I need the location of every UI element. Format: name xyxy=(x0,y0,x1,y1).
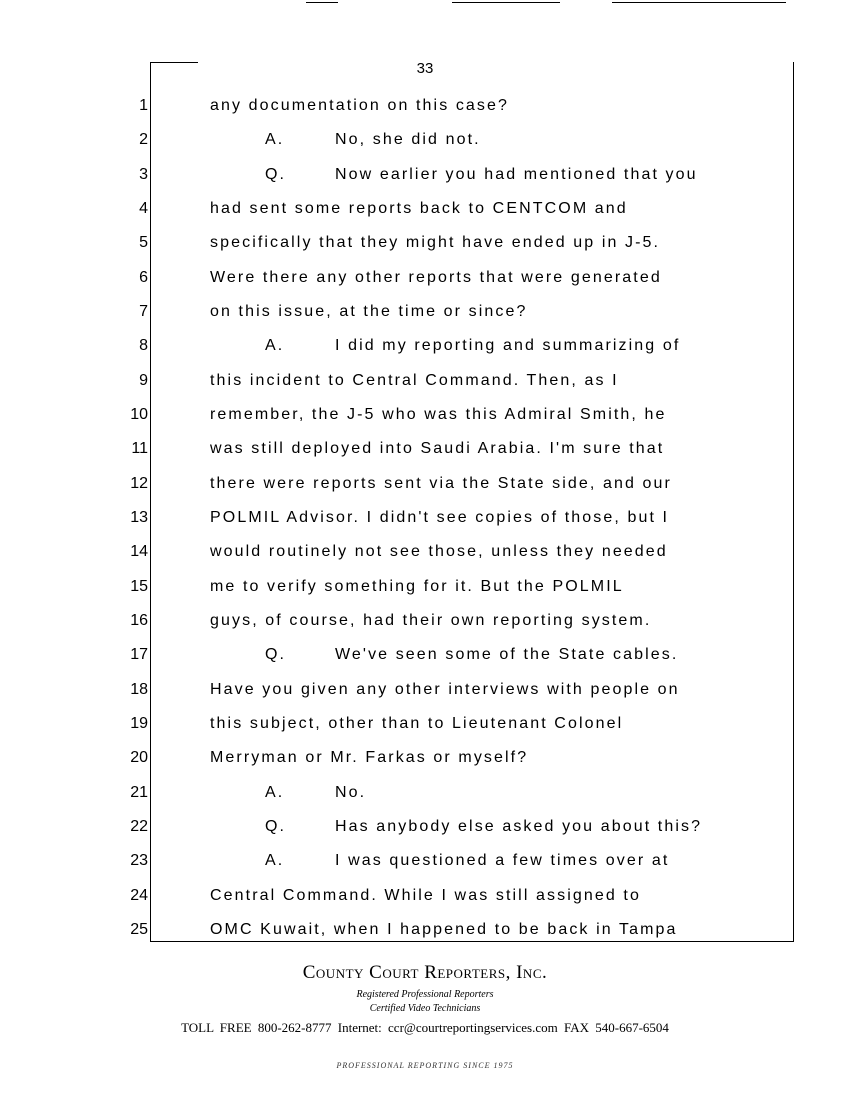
speaker-label: Q. xyxy=(265,166,287,183)
line-number: 2 xyxy=(139,131,148,148)
line-text: guys, of course, had their own reporting system. xyxy=(210,612,652,629)
line-number: 5 xyxy=(139,234,148,251)
transcript-line xyxy=(210,302,528,322)
firm-contact-line: TOLL FREE 800-262-8777 Internet: ccr@courtreportingservices.com FAX 540-667-6504 xyxy=(181,1020,669,1035)
transcript-line xyxy=(265,336,680,356)
line-number: 15 xyxy=(130,578,148,595)
firm-subtitle-video: Certified Video Technicians xyxy=(369,1003,481,1014)
line-text: Central Command. While I was still assigned to xyxy=(210,887,641,904)
line-number: 19 xyxy=(130,715,148,732)
line-number: 8 xyxy=(139,337,148,354)
scan-artifact xyxy=(452,2,560,3)
transcript-frame xyxy=(150,62,794,942)
line-number: 18 xyxy=(130,681,148,698)
transcript-line xyxy=(210,886,641,906)
scan-artifact xyxy=(306,2,338,3)
line-text: OMC Kuwait, when I happened to be back in Tampa xyxy=(210,921,678,938)
transcript-line xyxy=(210,611,651,631)
line-text: there were reports sent via the State side, and our xyxy=(210,475,672,492)
transcript-line xyxy=(210,96,509,116)
speaker-label: Q. xyxy=(265,646,287,663)
line-text: Has anybody else asked you about this? xyxy=(335,818,703,835)
line-text: any documentation on this case? xyxy=(210,97,510,114)
line-text: Now earlier you had mentioned that you xyxy=(335,166,698,183)
line-number: 9 xyxy=(139,372,148,389)
line-text: me to verify something for it. But the POLMIL xyxy=(210,578,624,595)
transcript-line xyxy=(265,130,481,150)
transcript-line xyxy=(210,371,619,391)
line-number: 24 xyxy=(130,887,148,904)
transcript-line xyxy=(210,577,624,597)
line-number: 16 xyxy=(130,612,148,629)
transcript-line xyxy=(210,439,664,459)
court-reporter-firm-name: County Court Reporters, Inc. xyxy=(302,962,548,983)
transcript-line xyxy=(210,268,662,288)
transcript-line xyxy=(265,165,698,185)
transcript-line xyxy=(210,405,667,425)
line-number: 10 xyxy=(130,406,148,423)
line-number: 12 xyxy=(130,475,148,492)
line-number: 7 xyxy=(139,303,148,320)
line-number: 3 xyxy=(139,166,148,183)
speaker-label: A. xyxy=(265,784,285,801)
transcript-line xyxy=(210,748,528,768)
line-text: No. xyxy=(335,784,367,801)
page-number: 33 xyxy=(416,60,434,77)
transcript-line xyxy=(265,817,702,837)
transcript-line xyxy=(265,783,366,803)
speaker-label: A. xyxy=(265,131,285,148)
speaker-label: A. xyxy=(265,337,285,354)
line-number: 22 xyxy=(130,818,148,835)
line-text: No, she did not. xyxy=(335,131,481,148)
line-number: 11 xyxy=(131,440,148,457)
line-number: 1 xyxy=(139,97,148,114)
line-text: this subject, other than to Lieutenant Colonel xyxy=(210,715,624,732)
line-text: Were there any other reports that were generated xyxy=(210,269,662,286)
line-number: 21 xyxy=(130,784,148,801)
line-number: 25 xyxy=(130,921,148,938)
transcript-line xyxy=(210,508,669,528)
line-text: I was questioned a few times over at xyxy=(335,852,670,869)
scan-artifact xyxy=(612,2,786,3)
line-text: this incident to Central Command. Then, as I xyxy=(210,372,619,389)
line-number: 23 xyxy=(130,852,148,869)
line-number: 6 xyxy=(139,269,148,286)
firm-tagline: PROFESSIONAL REPORTING SINCE 1975 xyxy=(336,1061,514,1070)
transcript-line xyxy=(210,920,678,940)
line-number: 17 xyxy=(130,646,148,663)
line-text: was still deployed into Saudi Arabia. I'm sure that xyxy=(210,440,665,457)
transcript-line xyxy=(265,851,669,871)
line-text: had sent some reports back to CENTCOM and xyxy=(210,200,628,217)
transcript-line xyxy=(210,199,628,219)
line-text: POLMIL Advisor. I didn't see copies of those, but I xyxy=(210,509,670,526)
transcript-line xyxy=(265,645,678,665)
line-number: 14 xyxy=(130,543,148,560)
line-text: would routinely not see those, unless they needed xyxy=(210,543,668,560)
firm-subtitle-reporters: Registered Professional Reporters xyxy=(356,989,494,1000)
transcript-line xyxy=(210,542,668,562)
line-text: We've seen some of the State cables. xyxy=(335,646,679,663)
transcript-line xyxy=(210,233,660,253)
transcript-line xyxy=(210,714,623,734)
line-text: on this issue, at the time or since? xyxy=(210,303,528,320)
line-number: 13 xyxy=(130,509,148,526)
line-text: Have you given any other interviews with people on xyxy=(210,681,680,698)
line-number: 4 xyxy=(139,200,148,217)
transcript-line xyxy=(210,680,680,700)
speaker-label: Q. xyxy=(265,818,287,835)
line-text: remember, the J-5 who was this Admiral Smith, he xyxy=(210,406,667,423)
line-text: Merryman or Mr. Farkas or myself? xyxy=(210,749,529,766)
line-text: I did my reporting and summarizing of xyxy=(335,337,681,354)
line-text: specifically that they might have ended up in J-5. xyxy=(210,234,661,251)
line-number: 20 xyxy=(130,749,148,766)
transcript-line xyxy=(210,474,672,494)
speaker-label: A. xyxy=(265,852,285,869)
